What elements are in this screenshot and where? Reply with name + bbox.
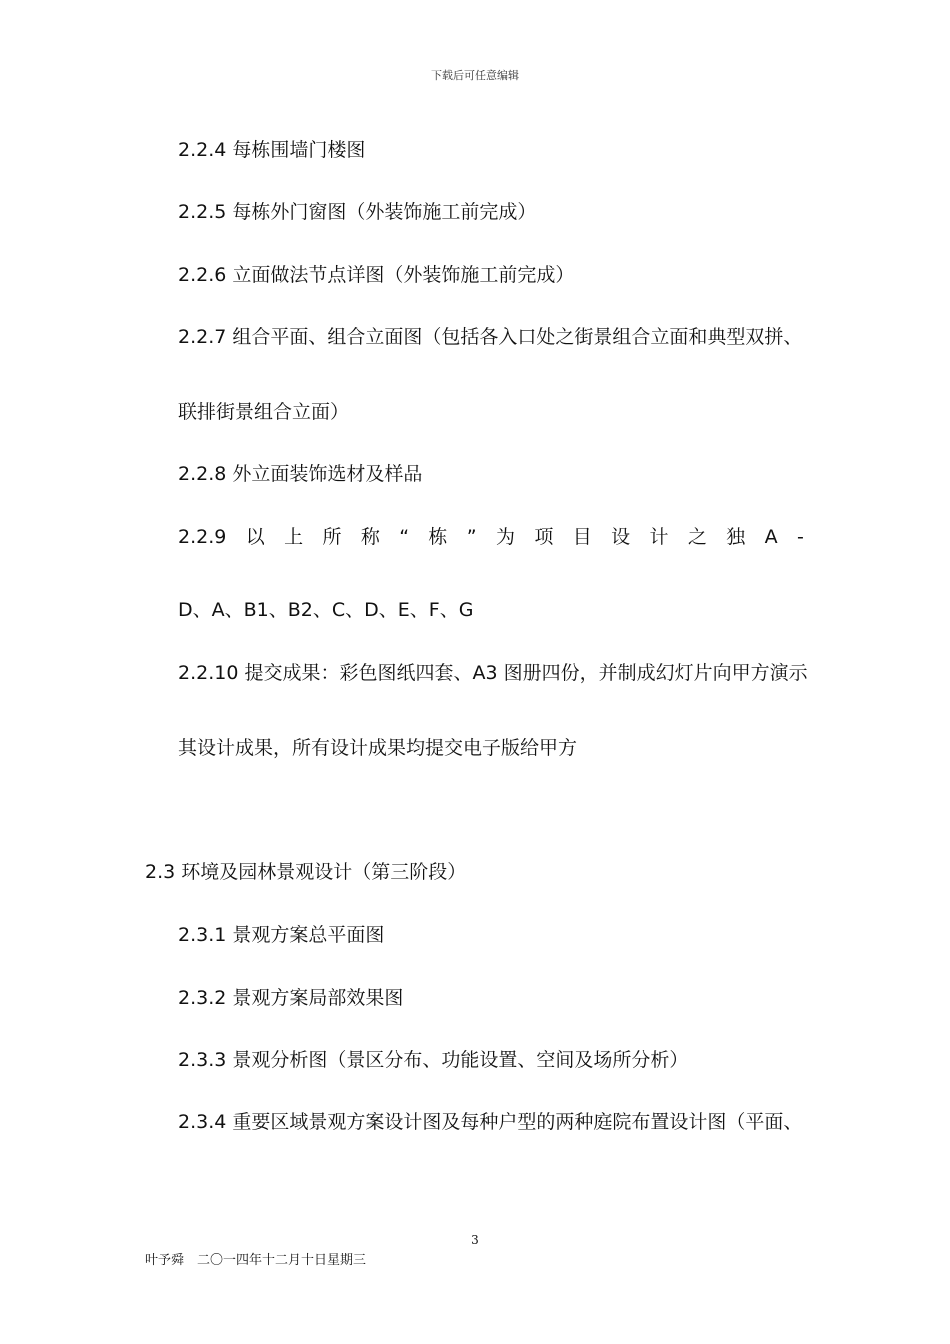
item-2-2-9-line2: D、A、B1、B2、C、D、E、F、G [178, 599, 474, 621]
word: 栋 [428, 526, 448, 548]
item-2-3-4: 2.3.4 重要区域景观方案设计图及每种户型的两种庭院布置设计图（平面、 [178, 1111, 803, 1133]
word: 项 [534, 526, 554, 548]
word: 独 [726, 526, 746, 548]
word: 所 [322, 526, 342, 548]
item-2-3-2: 2.3.2 景观方案局部效果图 [178, 987, 404, 1009]
word: 之 [687, 526, 707, 548]
item-2-2-10-line1: 2.2.10 提交成果：彩色图纸四套、A3 图册四份，并制成幻灯片向甲方演示 [178, 662, 808, 684]
item-2-2-8: 2.2.8 外立面装饰选材及样品 [178, 463, 423, 485]
item-2-2-7-line2: 联排街景组合立面） [178, 401, 350, 423]
item-2-2-7-line1: 2.2.7 组合平面、组合立面图（包括各入口处之街景组合立面和典型双拼、 [178, 326, 803, 348]
item-2-2-9-line1 [178, 525, 804, 549]
page-header: 下载后可任意编辑 [431, 69, 519, 82]
item-2-2-10-line2: 其设计成果，所有设计成果均提交电子版给甲方 [178, 737, 578, 759]
word: 称 [360, 526, 380, 548]
item-2-3-1: 2.3.1 景观方案总平面图 [178, 924, 385, 946]
word: 2.2.9 [178, 526, 227, 548]
item-2-2-4: 2.2.4 每栋围墙门楼图 [178, 139, 366, 161]
word: 计 [649, 526, 669, 548]
item-2-2-5: 2.2.5 每栋外门窗图（外装饰施工前完成） [178, 201, 537, 223]
page-footer: 叶予舜 二〇一四年十二月十日星期三 [145, 1253, 367, 1268]
item-2-3-3: 2.3.3 景观分析图（景区分布、功能设置、空间及场所分析） [178, 1049, 689, 1071]
word: - [796, 526, 804, 548]
item-2-2-6: 2.2.6 立面做法节点详图（外装饰施工前完成） [178, 264, 575, 286]
word: ” [466, 526, 477, 548]
word: 以 [245, 526, 265, 548]
word: 上 [284, 526, 304, 548]
word: 目 [572, 526, 592, 548]
word: 为 [496, 526, 516, 548]
word: “ [399, 526, 410, 548]
section-2-3-heading: 2.3 环境及园林景观设计（第三阶段） [145, 861, 467, 883]
word: 设 [611, 526, 631, 548]
page-number: 3 [471, 1233, 479, 1247]
word: A [764, 526, 778, 548]
